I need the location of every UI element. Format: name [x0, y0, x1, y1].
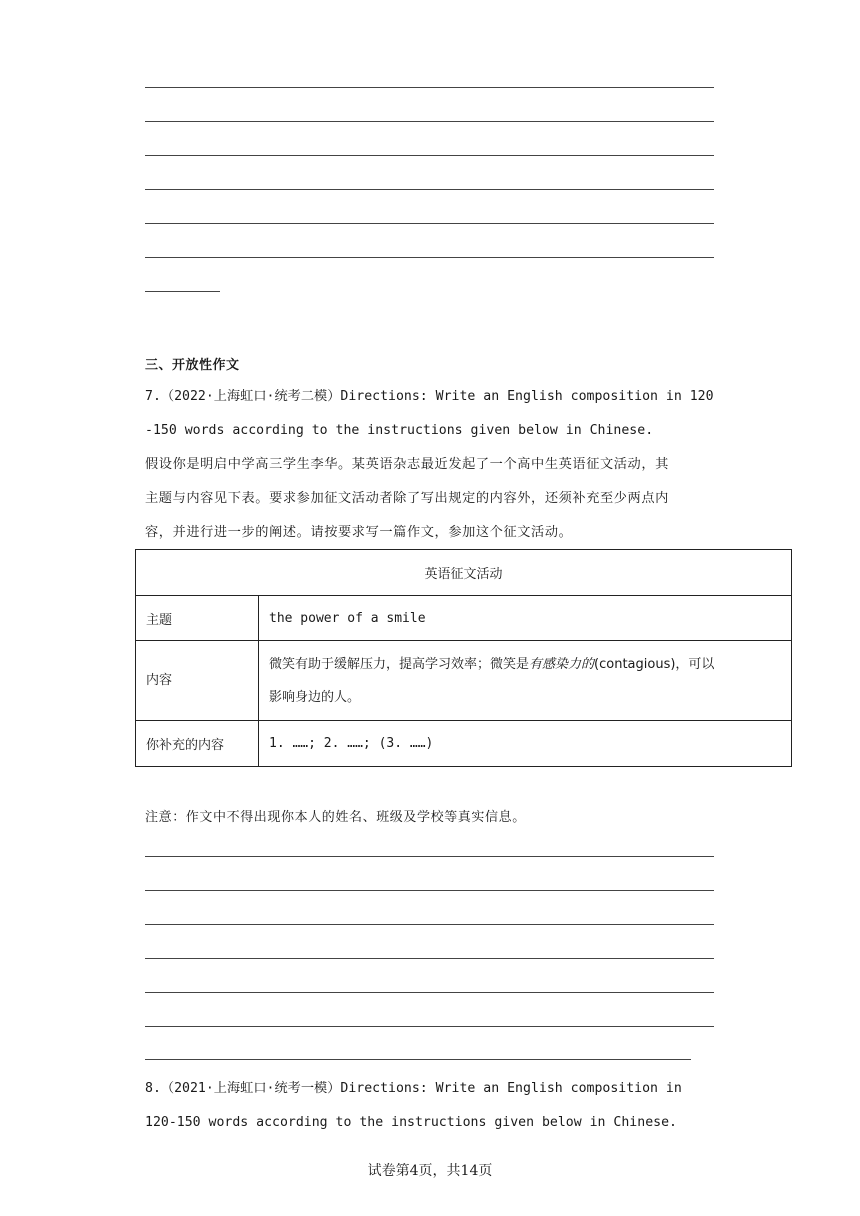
answer-line — [145, 890, 714, 891]
answer-line — [145, 958, 714, 959]
row-label: 你补充的内容 — [136, 721, 259, 767]
content-text-emphasis: 有感染力的 — [529, 656, 595, 672]
question-8-line-1: 8.（2021·上海虹口·统考一模）Directions: Write an English composition in — [145, 1081, 682, 1096]
question-7-prompt-2: 主题与内容见下表。要求参加征文活动者除了写出规定的内容外，还须补充至少两点内 — [145, 491, 669, 506]
answer-line — [145, 223, 714, 224]
table-row — [136, 550, 792, 596]
table-row — [136, 596, 792, 641]
answer-line — [145, 992, 714, 993]
answer-line — [145, 924, 714, 925]
table-row — [136, 641, 792, 721]
row-value: the power of a smile — [259, 596, 792, 641]
essay-table — [135, 549, 792, 767]
answer-line — [145, 257, 714, 258]
table-title: 英语征文活动 — [136, 550, 792, 596]
answer-line — [145, 155, 714, 156]
content-text-c: 影响身边的人。 — [269, 689, 361, 705]
question-7-prompt-3: 容，并进行进一步的阐述。请按要求写一篇作文，参加这个征文活动。 — [145, 525, 573, 540]
content-text-a: 微笑有助于缓解压力，提高学习效率；微笑是 — [269, 656, 530, 672]
row-label: 内容 — [136, 641, 259, 721]
question-8-line-2: 120-150 words according to the instructions given below in Chinese. — [145, 1115, 677, 1130]
answer-line — [145, 87, 714, 88]
section-heading: 三、开放性作文 — [145, 358, 240, 373]
row-label: 主题 — [136, 596, 259, 641]
answer-line — [145, 121, 714, 122]
question-7-line-1: 7.（2022·上海虹口·统考二模）Directions: Write an English composition in 120 — [145, 389, 714, 404]
answer-line — [145, 1026, 714, 1027]
question-7-line-2: -150 words according to the instructions given below in Chinese. — [145, 423, 654, 438]
row-value: 1. ……; 2. ……; (3. ……) — [259, 721, 792, 767]
content-text-b: (contagious)，可以 — [594, 656, 715, 672]
answer-line — [145, 189, 714, 190]
answer-line — [145, 856, 714, 857]
answer-line — [145, 1059, 691, 1060]
note-text: 注意：作文中不得出现你本人的姓名、班级及学校等真实信息。 — [145, 810, 526, 825]
page-footer: 试卷第4页，共14页 — [367, 1163, 493, 1179]
question-7-prompt-1: 假设你是明启中学高三学生李华。某英语杂志最近发起了一个高中生英语征文活动，其 — [145, 457, 669, 472]
row-value — [259, 641, 792, 721]
answer-line — [145, 291, 220, 292]
table-row — [136, 721, 792, 767]
